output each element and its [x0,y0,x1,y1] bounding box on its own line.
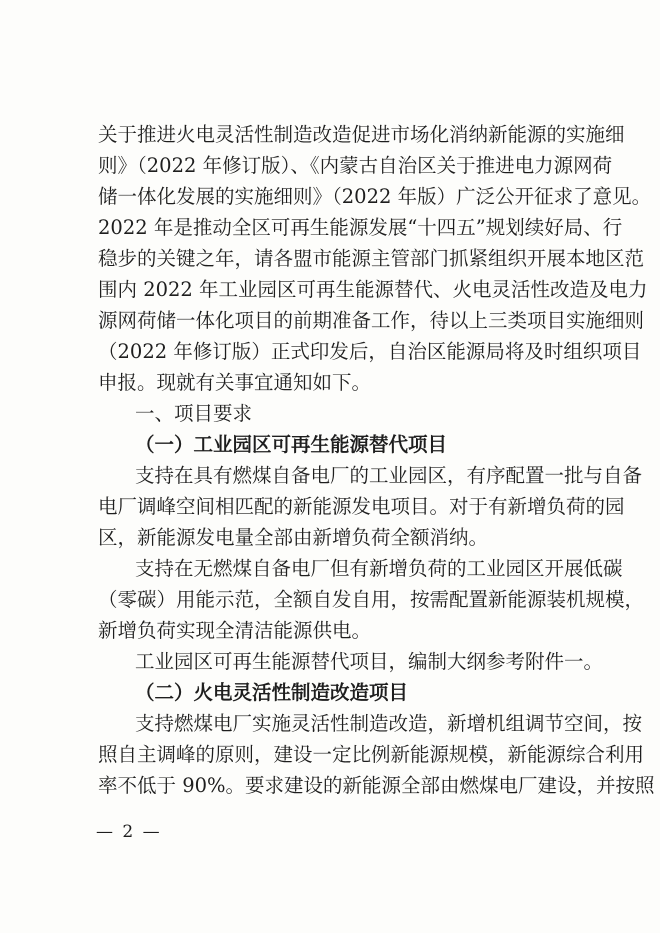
paragraph-line: （零碳）用能示范，全额自发自用，按需配置新能源装机规模， [98,588,645,611]
paragraph-line: 电厂调峰空间相匹配的新能源发电项目。对于有新增负荷的园 [98,495,625,518]
paragraph-line: 支持燃煤电厂实施灵活性制造改造，新增机组调节空间，按 [135,712,643,735]
paragraph-line: 支持在具有燃煤自备电厂的工业园区，有序配置一批与自备 [135,464,643,487]
body-line: 围内 2022 年工业园区可再生能源替代、火电灵活性改造及电力 [98,278,648,301]
body-line: 则》（2022 年修订版）、《内蒙古自治区关于推进电力源网荷 [98,154,613,177]
body-line: 储一体化发展的实施细则》（2022 年版）广泛公开征求了意见。 [98,185,652,208]
body-line: 关于推进火电灵活性制造改造促进市场化消纳新能源的实施细 [98,123,625,146]
paragraph-line: 新增负荷实现全清洁能源供电。 [98,619,372,642]
body-line: 源网荷储一体化项目的前期准备工作，待以上三类项目实施细则 [98,309,645,332]
paragraph-line: 率不低于 90%。要求建设的新能源全部由燃煤电厂建设，并按照 [98,774,655,797]
paragraph-line: 工业园区可再生能源替代项目，编制大纲参考附件一。 [135,650,604,673]
body-line: 2022 年是推动全区可再生能源发展“十四五”规划续好局、行 [98,216,623,239]
body-line: 申报。现就有关事宜通知如下。 [98,371,372,394]
paragraph-line: 支持在无燃煤自备电厂但有新增负荷的工业园区开展低碳 [135,557,623,580]
body-line: （2022 年修订版）正式印发后，自治区能源局将及时组织项目 [98,340,642,363]
paragraph-line: 照自主调峰的原则，建设一定比例新能源规模，新能源综合利用 [98,743,645,766]
section-heading: 一、项目要求 [135,402,253,425]
body-line: 稳步的关键之年，请各盟市能源主管部门抓紧组织开展本地区范 [98,247,645,270]
subsection-heading: （二）火电灵活性制造改造项目 [135,681,409,704]
page-number: — 2 — [96,822,162,842]
paragraph-line: 区，新能源发电量全部由新增负荷全额消纳。 [98,526,489,549]
subsection-heading: （一）工业园区可再生能源替代项目 [135,433,448,456]
